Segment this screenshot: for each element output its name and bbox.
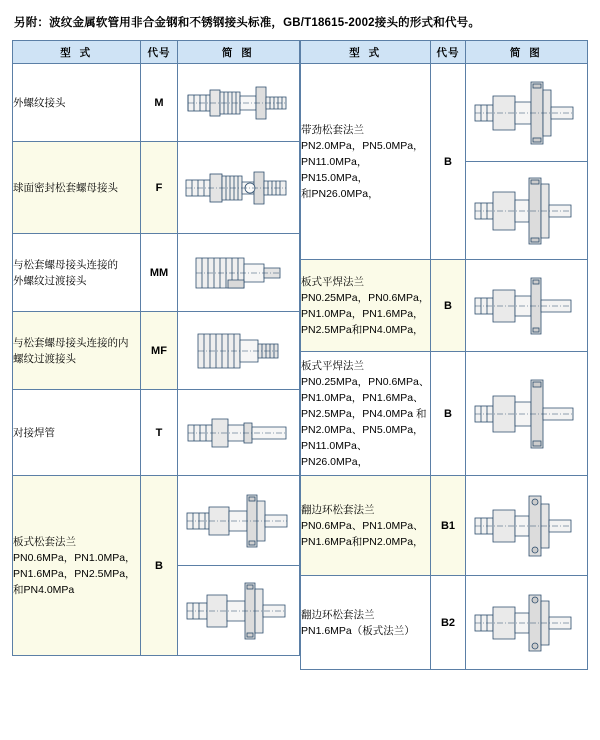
butt-weld-pipe-figure [178,403,299,463]
row-figure-t [177,390,299,476]
plate-slip-on-flange-figure [466,266,587,346]
row-name-m: 外螺纹接头 [13,64,141,142]
table-row [301,260,588,352]
left-table [12,40,300,656]
row-figure-flanged-ring-b2 [465,576,587,670]
row-code-ribbed-flange: B [431,64,465,260]
threaded-male-connector-figure [178,73,299,133]
ribbed-lap-joint-flange-figure-b [466,162,587,259]
spherical-seal-union-nut-figure [178,156,299,220]
row-name-b-plate: 板式松套法兰 PN0.6MPa，PN1.0MPa， PN1.6MPa，PN2.5MPa， 和PN4.0MPa [13,476,141,656]
standard-fittings-table [12,40,588,670]
row-figure-f [177,142,299,234]
row-code-slip-on-flange-hp: B [431,352,465,476]
table-row [301,576,588,670]
row-code-flanged-ring-b1: B1 [431,476,465,576]
flanged-ring-lap-joint-figure [466,484,587,568]
row-name-mm: 与松套螺母接头连接的 外螺纹过渡接头 [13,234,141,312]
female-thread-adapter-figure [178,322,299,380]
left-table-cell [12,40,300,670]
row-code-b-plate: B [141,476,177,656]
row-name-mf: 与松套螺母接头连接的内 螺纹过渡接头 [13,312,141,390]
right-header-code: 代号 [431,41,465,64]
row-name-slip-on-flange-hp: 板式平焊法兰 PN0.25MPa，PN0.6MPa、 PN1.0MPa，PN1.6MPa、 PN2.5MPa，PN4.0MPa 和 PN2.0MPa、PN5.0MPa， PN11.0MPa、PN26.0MPa， [301,352,431,476]
table-row [301,64,588,260]
table-row [13,476,300,656]
male-thread-adapter-figure [178,244,299,302]
right-header-type: 型 式 [301,41,431,64]
row-name-ribbed-flange: 带劲松套法兰 PN2.0MPa，PN5.0MPa， PN11.0MPa，PN15.0MPa， 和PN26.0MPa， [301,64,431,260]
table-row [13,142,300,234]
row-figure-mf [177,312,299,390]
right-table-cell [300,40,588,670]
row-name-f: 球面密封松套螺母接头 [13,142,141,234]
row-code-f: F [141,142,177,234]
row-figure-slip-on-flange [465,260,587,352]
plate-lap-joint-flange-figure-a [178,476,299,566]
right-table [300,40,588,670]
flanged-ring-lap-joint-plate-figure [466,583,587,663]
row-code-t: T [141,390,177,476]
plate-lap-joint-flange-figure-b [178,566,299,655]
table-row [13,312,300,390]
table-row [301,476,588,576]
right-header-figure: 简 图 [465,41,587,64]
plate-slip-on-flange-hp-figure [466,368,587,460]
row-name-flanged-ring-b2: 翻边环松套法兰 PN1.6MPa（板式法兰） [301,576,431,670]
row-code-m: M [141,64,177,142]
row-name-flanged-ring-b1: 翻边环松套法兰 PN0.6MPa、PN1.0MPa、 PN1.6MPa和PN2.0MPa， [301,476,431,576]
row-figure-m [177,64,299,142]
row-code-mm: MM [141,234,177,312]
table-row [13,390,300,476]
row-figure-ribbed-flange [465,64,587,260]
ribbed-lap-joint-flange-figure-a [466,64,587,162]
left-header-code: 代号 [141,41,177,64]
page-title: 另附：波纹金属软管用非合金钢和不锈钢接头标准，GB/T18615-2002接头的形式和代号。 [14,17,481,29]
table-row [13,64,300,142]
table-row [13,234,300,312]
row-name-slip-on-flange: 板式平焊法兰 PN0.25MPa，PN0.6MPa， PN1.0MPa，PN1.6MPa， PN2.5MPa和PN4.0MPa， [301,260,431,352]
row-figure-mm [177,234,299,312]
left-header-type: 型 式 [13,41,141,64]
row-code-mf: MF [141,312,177,390]
row-code-slip-on-flange: B [431,260,465,352]
row-figure-slip-on-flange-hp [465,352,587,476]
row-figure-b-plate [177,476,299,656]
table-row [301,352,588,476]
row-code-flanged-ring-b2: B2 [431,576,465,670]
row-figure-flanged-ring-b1 [465,476,587,576]
row-name-t: 对接焊管 [13,390,141,476]
left-header-figure: 简 图 [177,41,299,64]
